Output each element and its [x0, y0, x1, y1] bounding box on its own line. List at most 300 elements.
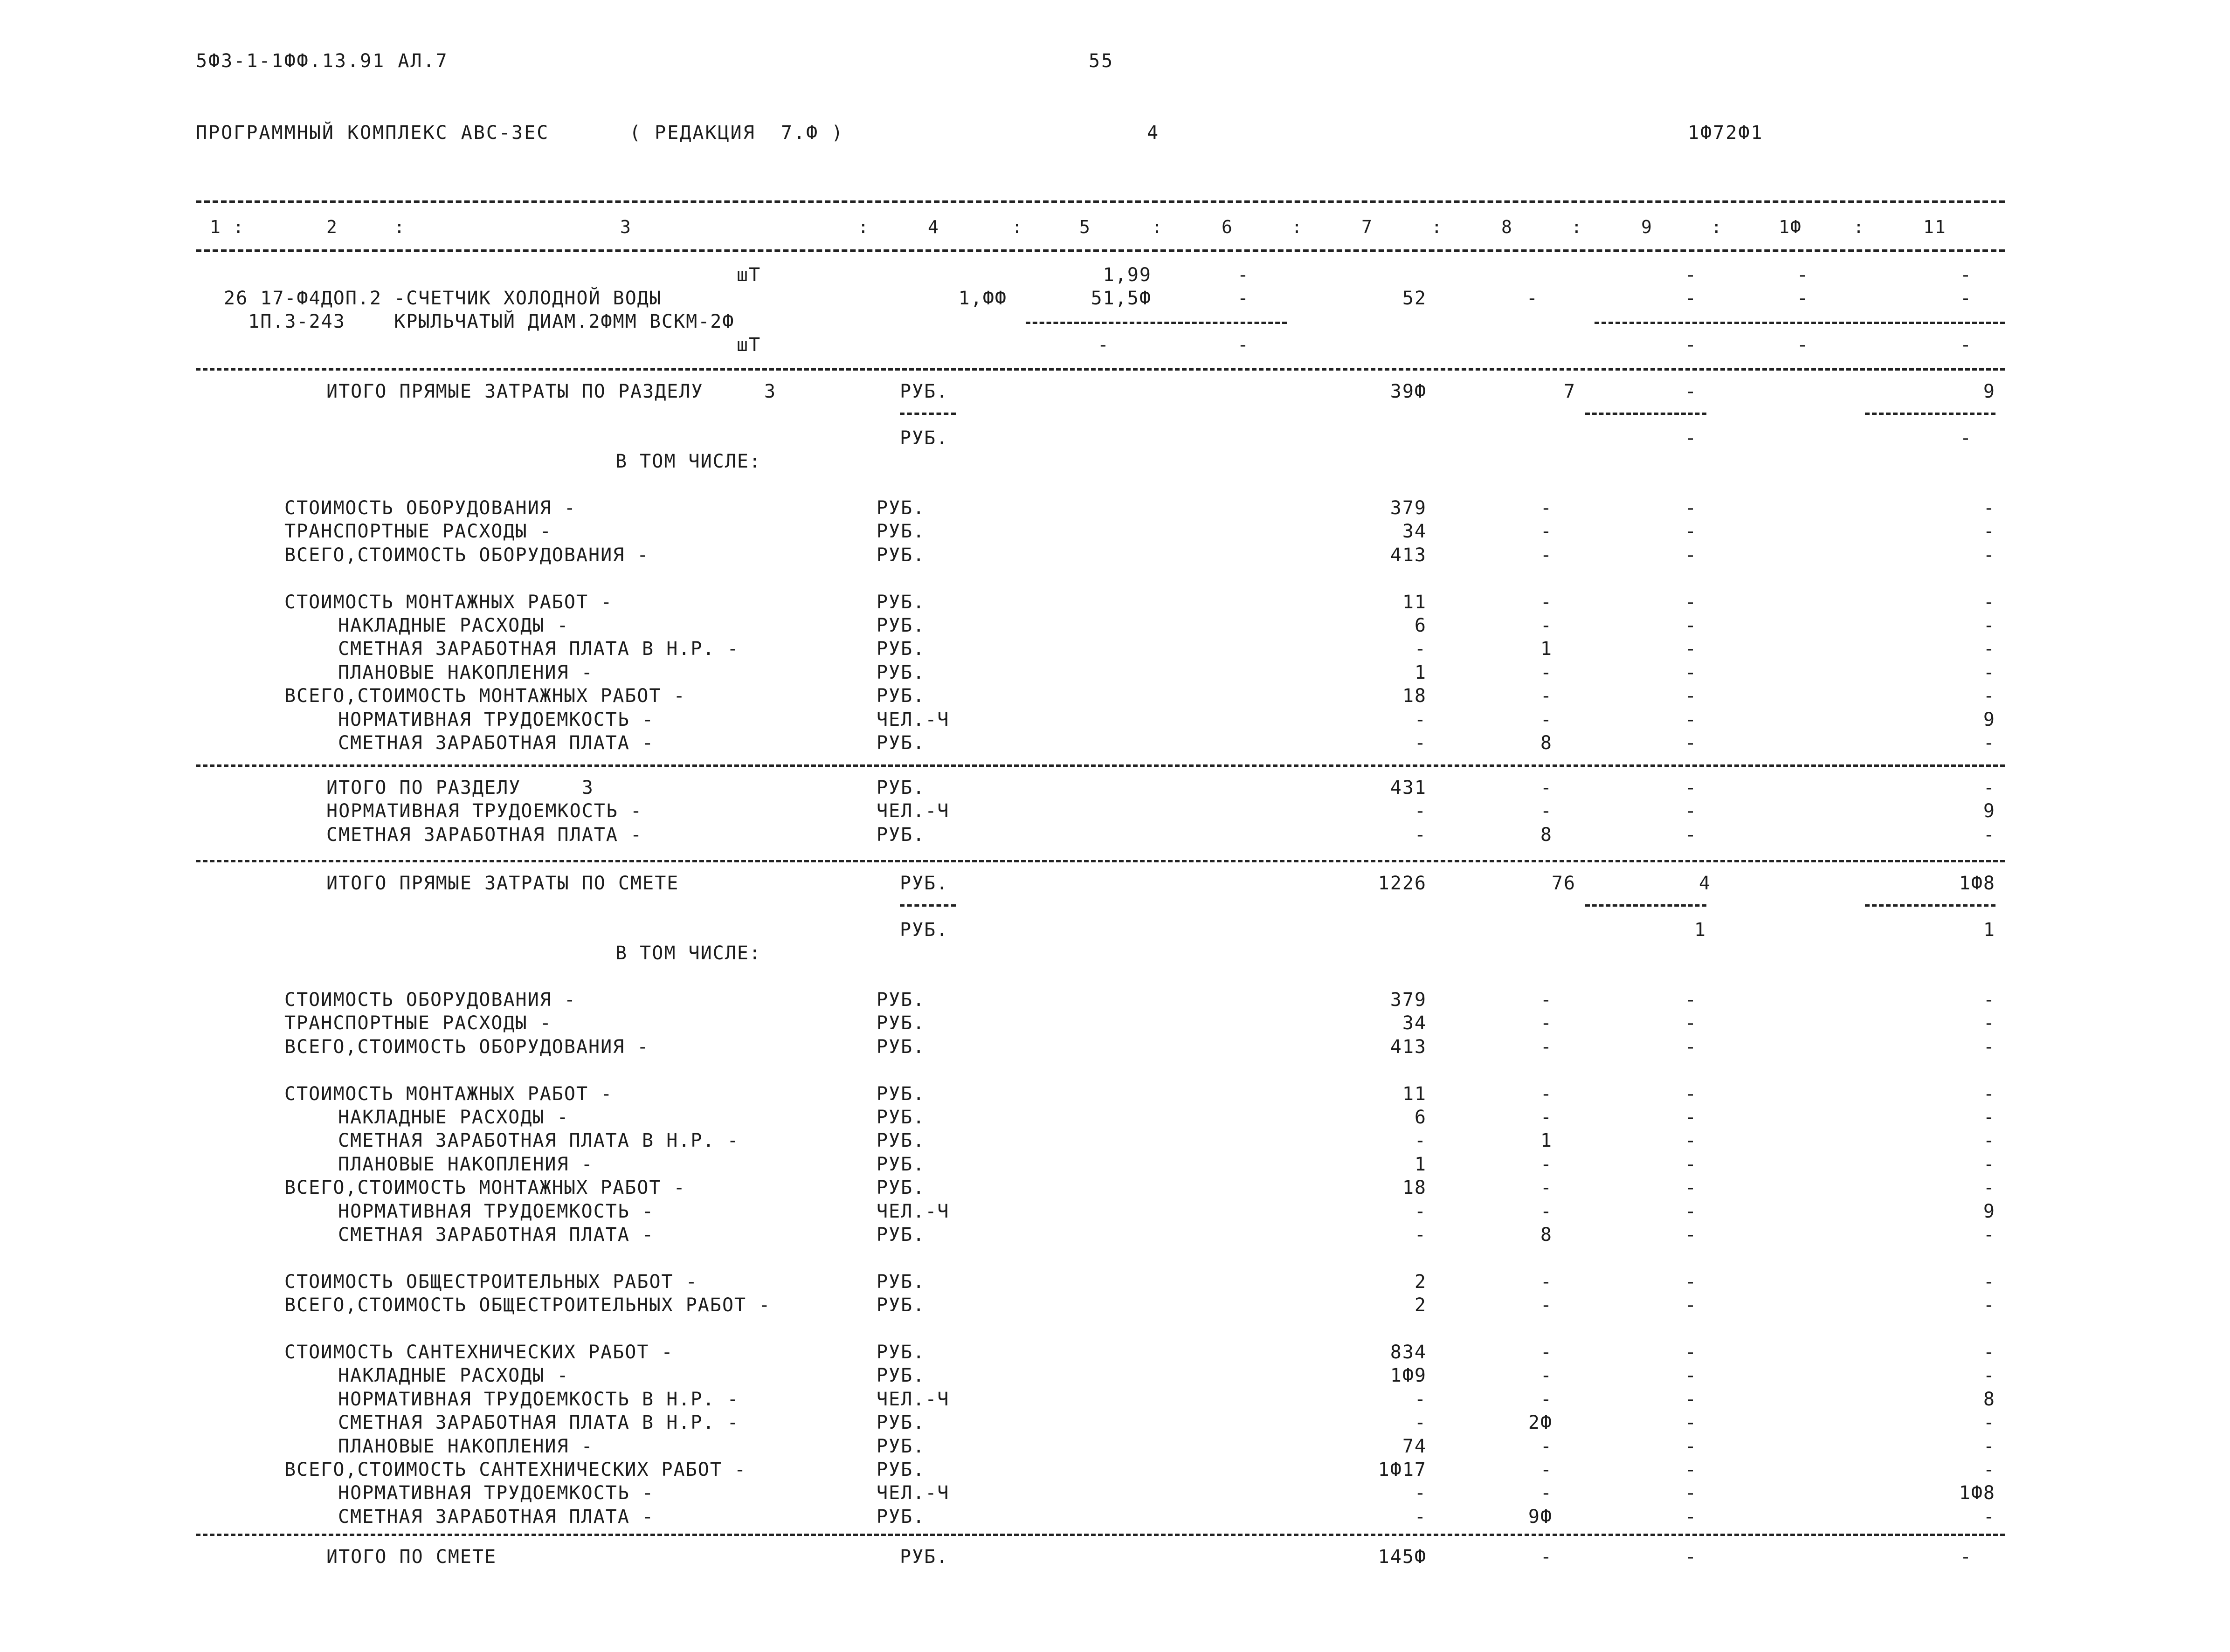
cell-col7: 145Ф — [1378, 1546, 1427, 1568]
cell-col7: 2 — [1414, 1294, 1427, 1316]
unit-cell: РУБ. — [877, 1177, 925, 1199]
cell-col11: - — [1960, 334, 1972, 356]
cell-col9: - — [1685, 1412, 1697, 1434]
table-row — [0, 942, 2230, 965]
cell-col11: - — [1983, 1177, 1995, 1199]
unit-cell: РУБ. — [877, 685, 925, 707]
col-sep: : — [1152, 217, 1163, 237]
cell-col11: - — [1983, 1083, 1995, 1105]
cell-col11: - — [1983, 1036, 1995, 1058]
cell-col7: 431 — [1390, 777, 1427, 798]
cell-col8: 8 — [1540, 824, 1553, 846]
unit-cell: шТ — [737, 264, 761, 286]
subrule — [1585, 413, 1706, 415]
cell-col8: 1 — [1540, 1130, 1553, 1152]
cell-col9: - — [1685, 1294, 1697, 1316]
cell-col8: - — [1526, 288, 1539, 309]
cell-col9: - — [1685, 1365, 1697, 1387]
cell-col11: - — [1983, 777, 1995, 798]
cell-col9: - — [1685, 334, 1697, 356]
col-8-label: 8 — [1501, 217, 1513, 237]
rule — [196, 1534, 2005, 1536]
table-row — [0, 1435, 2230, 1458]
row-label: ВСЕГО,СТОИМОСТЬ ОБОРУДОВАНИЯ - — [284, 544, 649, 566]
cell-col11: - — [1983, 989, 1995, 1011]
table-row — [0, 1223, 2230, 1246]
cell-col8: - — [1540, 989, 1553, 1011]
unit-cell: РУБ. — [877, 1459, 925, 1480]
cell-col9: - — [1685, 1546, 1697, 1568]
cell-col9: - — [1685, 824, 1697, 846]
cell-col8: 2Ф — [1528, 1412, 1553, 1434]
cell-col7: 52 — [1402, 288, 1427, 309]
unit-cell: РУБ. — [877, 777, 925, 798]
row-label: ИТОГО ПРЯМЫЕ ЗАТРАТЫ ПО СМЕТЕ — [326, 873, 679, 894]
cell-col8: - — [1540, 1200, 1553, 1222]
cell-col9: - — [1685, 1177, 1697, 1199]
cell-col7: - — [1414, 1412, 1427, 1434]
subrule — [1585, 904, 1706, 907]
program-name: ПРОГРАММНЫЙ КОМПЛЕКС АВС-3ЕС — [196, 122, 550, 144]
row-label: ВСЕГО,СТОИМОСТЬ МОНТАЖНЫХ РАБОТ - — [284, 685, 686, 707]
col-10-label: 1Ф — [1779, 217, 1802, 237]
including-caption: В ТОМ ЧИСЛЕ: — [615, 451, 761, 472]
cell-col7: 74 — [1402, 1435, 1427, 1457]
row-label: СТОИМОСТЬ ОБОРУДОВАНИЯ - — [284, 989, 576, 1011]
cell-col9: - — [1685, 661, 1697, 683]
table-row — [0, 799, 2230, 823]
unit-cell: РУБ. — [877, 638, 925, 660]
cell-col11: - — [1983, 1435, 1995, 1457]
cell-col7: 34 — [1402, 1012, 1427, 1034]
table-row — [0, 1176, 2230, 1199]
cell-col7: 11 — [1402, 591, 1427, 613]
unit-cell: РУБ. — [877, 1294, 925, 1316]
cell-col9: - — [1685, 615, 1697, 636]
row-label: ИТОГО ПО СМЕТЕ — [326, 1546, 497, 1568]
cell-col8: 8 — [1540, 732, 1553, 754]
cell-col11: - — [1960, 427, 1972, 449]
cell-col7: 1Ф17 — [1378, 1459, 1427, 1480]
sheet-number: 4 — [1147, 122, 1160, 144]
unit-cell: РУБ. — [877, 521, 925, 543]
including-caption: В ТОМ ЧИСЛЕ: — [615, 943, 761, 964]
cell-col11: - — [1983, 1107, 1995, 1128]
unit-cell: РУБ. — [877, 1130, 925, 1152]
cell-col9: - — [1685, 497, 1697, 519]
row-label: СТОИМОСТЬ ОБЩЕСТРОИТЕЛЬНЫХ РАБОТ - — [284, 1271, 698, 1293]
cell-col8: - — [1540, 685, 1553, 707]
cell-col8: - — [1540, 1177, 1553, 1199]
table-row — [0, 823, 2230, 847]
unit-cell: РУБ. — [877, 1036, 925, 1058]
cell-col10: - — [1796, 264, 1809, 286]
table-row — [0, 1481, 2230, 1505]
cell-col7: - — [1414, 1506, 1427, 1528]
row-label: СТОИМОСТЬ МОНТАЖНЫХ РАБОТ - — [284, 1083, 613, 1105]
cell-col7: 39Ф — [1390, 381, 1427, 402]
row-label: ВСЕГО,СТОИМОСТЬ МОНТАЖНЫХ РАБОТ - — [284, 1177, 686, 1199]
cell-col8: - — [1540, 1459, 1553, 1480]
unit-cell: РУБ. — [877, 1506, 925, 1528]
cell-col11: - — [1983, 1224, 1995, 1246]
row-label: ПЛАНОВЫЕ НАКОПЛЕНИЯ - — [338, 1435, 594, 1457]
cell-col9: - — [1685, 685, 1697, 707]
unit-cell: РУБ. — [900, 427, 949, 449]
row-label: ТРАНСПОРТНЫЕ РАСХОДЫ - — [284, 521, 552, 543]
cell-col11: - — [1960, 288, 1972, 309]
cell-col11: - — [1983, 638, 1995, 660]
unit-cell: шТ — [737, 334, 761, 356]
cell-col7: 1 — [1414, 1153, 1427, 1175]
cell-col6: - — [1237, 334, 1250, 356]
cell-col8: - — [1540, 1083, 1553, 1105]
cell-col7: 413 — [1390, 544, 1427, 566]
row-label: НАКЛАДНЫЕ РАСХОДЫ - — [338, 1365, 569, 1387]
cell-col6: - — [1237, 288, 1250, 309]
cell-col7: 6 — [1414, 1107, 1427, 1128]
cell-col9: - — [1685, 1224, 1697, 1246]
col-sep: : — [1291, 217, 1303, 237]
cell-col11: - — [1983, 661, 1995, 683]
cell-col11: - — [1983, 1153, 1995, 1175]
cell-col11: - — [1983, 1012, 1995, 1034]
unit-cell: РУБ. — [877, 732, 925, 754]
table-row — [0, 1388, 2230, 1411]
cell-col11: - — [1983, 732, 1995, 754]
unit-cell: РУБ. — [877, 615, 925, 636]
cell-col7: - — [1414, 1224, 1427, 1246]
cell-col8: - — [1540, 800, 1553, 822]
cell-col9: - — [1685, 1342, 1697, 1363]
cell-col9: - — [1685, 1271, 1697, 1293]
table-row — [0, 1035, 2230, 1059]
cell-col8: - — [1540, 1342, 1553, 1363]
row-label: НОРМАТИВНАЯ ТРУДОЕМКОСТЬ - — [338, 1482, 655, 1504]
cell-col10: - — [1796, 288, 1809, 309]
unit-cell: РУБ. — [877, 1271, 925, 1293]
cell-col5: 1,99 — [1103, 264, 1152, 286]
row-label: НОРМАТИВНАЯ ТРУДОЕМКОСТЬ В Н.Р. - — [338, 1388, 739, 1410]
row-label: НОРМАТИВНАЯ ТРУДОЕМКОСТЬ - — [326, 800, 643, 822]
item-description: 1П.3-243 КРЫЛЬЧАТЫЙ ДИАМ.2ФММ ВСКМ-2Ф — [224, 311, 735, 332]
subrule — [900, 413, 956, 415]
unit-cell: РУБ. — [877, 1083, 925, 1105]
row-label: СМЕТНАЯ ЗАРАБОТНАЯ ПЛАТА - — [338, 732, 655, 754]
cell-col7: - — [1414, 1482, 1427, 1504]
row-label: ТРАНСПОРТНЫЕ РАСХОДЫ - — [284, 1012, 552, 1034]
cell-col11: 1 — [1983, 919, 1995, 941]
table-row — [0, 918, 2230, 942]
cell-col7: - — [1414, 638, 1427, 660]
cell-col8: - — [1540, 1365, 1553, 1387]
cell-col7: - — [1414, 800, 1427, 822]
unit-cell: ЧЕЛ.-Ч — [877, 1482, 950, 1504]
col-1-label: 1 : — [210, 217, 245, 237]
cell-col11: - — [1983, 1130, 1995, 1152]
cell-col11: - — [1983, 544, 1995, 566]
table-row — [0, 567, 2230, 590]
table-row — [0, 708, 2230, 731]
cell-col11: - — [1960, 264, 1972, 286]
col-6-label: 6 — [1222, 217, 1233, 237]
cell-col8: 7 — [1563, 381, 1576, 402]
unit-cell: ЧЕЛ.-Ч — [877, 800, 950, 822]
cell-col11: - — [1983, 521, 1995, 543]
subrule — [1026, 322, 1287, 324]
unit-cell: ЧЕЛ.-Ч — [877, 709, 950, 730]
table-row — [0, 496, 2230, 520]
cell-col9: - — [1685, 989, 1697, 1011]
table-row — [0, 450, 2230, 473]
table-row — [0, 988, 2230, 1012]
table-row — [0, 1317, 2230, 1341]
row-label: СТОИМОСТЬ МОНТАЖНЫХ РАБОТ - — [284, 591, 613, 613]
cell-col9: - — [1685, 1153, 1697, 1175]
cell-col11: - — [1983, 615, 1995, 636]
col-3-label: 3 — [620, 217, 632, 237]
cell-col9: - — [1685, 1435, 1697, 1457]
cell-col4: 1,ФФ — [958, 288, 1007, 309]
cell-col7: 34 — [1402, 521, 1427, 543]
grand-total-row — [0, 1545, 2230, 1569]
col-sep: : — [1853, 217, 1865, 237]
unit-cell: РУБ. — [900, 873, 949, 894]
cell-col9: - — [1685, 777, 1697, 798]
cell-col9: - — [1685, 732, 1697, 754]
cell-col7: 1Ф9 — [1390, 1365, 1427, 1387]
table-row — [0, 1129, 2230, 1152]
cell-col9: - — [1685, 1083, 1697, 1105]
cell-col8: 76 — [1551, 873, 1576, 894]
cell-col9: - — [1685, 1107, 1697, 1128]
cell-col9: - — [1685, 1200, 1697, 1222]
rule — [196, 764, 2005, 767]
table-row — [0, 1106, 2230, 1129]
cell-col8: - — [1540, 1388, 1553, 1410]
cell-col9: - — [1685, 709, 1697, 730]
unit-cell: РУБ. — [877, 824, 925, 846]
cell-col5: 51,5Ф — [1091, 288, 1152, 309]
cell-col9: - — [1685, 521, 1697, 543]
table-row — [0, 427, 2230, 450]
cell-col8: - — [1540, 661, 1553, 683]
col-sep: : — [1431, 217, 1443, 237]
col-sep: : — [1012, 217, 1023, 237]
table-row — [0, 1012, 2230, 1035]
table-row — [0, 1341, 2230, 1364]
cell-col11: - — [1983, 497, 1995, 519]
row-label: НОРМАТИВНАЯ ТРУДОЕМКОСТЬ - — [338, 1200, 655, 1222]
row-label: ВСЕГО,СТОИМОСТЬ ОБЩЕСТРОИТЕЛЬНЫХ РАБОТ - — [284, 1294, 771, 1316]
cell-col8: - — [1540, 1294, 1553, 1316]
unit-cell: РУБ. — [877, 989, 925, 1011]
unit-cell: РУБ. — [877, 497, 925, 519]
cell-col7: - — [1414, 1200, 1427, 1222]
cell-col11: - — [1983, 1506, 1995, 1528]
row-label: ИТОГО ПРЯМЫЕ ЗАТРАТЫ ПО РАЗДЕЛУ 3 — [326, 381, 777, 402]
row-label: СМЕТНАЯ ЗАРАБОТНАЯ ПЛАТА В Н.Р. - — [338, 638, 739, 660]
table-row — [0, 776, 2230, 799]
cell-col11: - — [1983, 824, 1995, 846]
row-label: СТОИМОСТЬ ОБОРУДОВАНИЯ - — [284, 497, 576, 519]
cell-col11: - — [1983, 1271, 1995, 1293]
unit-cell: РУБ. — [877, 1224, 925, 1246]
row-label: СМЕТНАЯ ЗАРАБОТНАЯ ПЛАТА - — [338, 1224, 655, 1246]
doc-code-right: 1Ф72Ф1 — [1688, 122, 1764, 144]
col-sep: : — [1571, 217, 1583, 237]
cell-col11: - — [1983, 1459, 1995, 1480]
cell-col9: - — [1685, 1036, 1697, 1058]
cell-col8: - — [1540, 1482, 1553, 1504]
cell-col7: 18 — [1402, 1177, 1427, 1199]
cell-col9: - — [1685, 1388, 1697, 1410]
table-row — [0, 731, 2230, 755]
cell-col8: - — [1540, 1012, 1553, 1034]
cell-col9: 4 — [1698, 873, 1711, 894]
table-row — [0, 1082, 2230, 1106]
subrule — [1865, 904, 1995, 907]
cell-col8: - — [1540, 777, 1553, 798]
cell-col11: - — [1983, 1342, 1995, 1363]
column-number-row — [0, 215, 2230, 239]
cell-col11: - — [1983, 685, 1995, 707]
cell-col7: 379 — [1390, 497, 1427, 519]
subrule — [900, 904, 956, 907]
cell-col11: 9 — [1983, 800, 1995, 822]
col-sep: : — [394, 217, 406, 237]
cell-col9: - — [1685, 1506, 1697, 1528]
cell-col7: - — [1414, 732, 1427, 754]
unit-cell: РУБ. — [900, 1546, 949, 1568]
cell-col9: - — [1685, 381, 1697, 402]
cell-col8: - — [1540, 521, 1553, 543]
cell-col7: - — [1414, 709, 1427, 730]
table-row — [0, 1458, 2230, 1481]
unit-cell: РУБ. — [900, 381, 949, 402]
unit-cell: РУБ. — [877, 1342, 925, 1363]
cell-col11: - — [1983, 1294, 1995, 1316]
row-label: НАКЛАДНЫЕ РАСХОДЫ - — [338, 1107, 569, 1128]
cell-col8: - — [1540, 1271, 1553, 1293]
cell-col9: - — [1685, 288, 1697, 309]
table-row — [0, 380, 2230, 403]
table-row — [0, 520, 2230, 543]
cell-col8: 9Ф — [1528, 1506, 1553, 1528]
cell-col11: 9 — [1983, 1200, 1995, 1222]
cell-col6: - — [1237, 264, 1250, 286]
cell-col7: 379 — [1390, 989, 1427, 1011]
cell-col9: - — [1685, 591, 1697, 613]
cell-col7: 11 — [1402, 1083, 1427, 1105]
col-2-label: 2 — [326, 217, 338, 237]
cell-col7: 413 — [1390, 1036, 1427, 1058]
col-11-label: 11 — [1923, 217, 1947, 237]
subrule — [1865, 413, 1995, 415]
cell-col9: - — [1685, 427, 1697, 449]
table-row — [0, 661, 2230, 684]
table-row — [0, 1153, 2230, 1176]
cell-col8: - — [1540, 1107, 1553, 1128]
cell-col9: - — [1685, 1482, 1697, 1504]
cell-col5: - — [1097, 334, 1110, 356]
cell-col11: - — [1983, 1412, 1995, 1434]
cell-col9: - — [1685, 1459, 1697, 1480]
table-row — [0, 333, 2230, 357]
row-label: СМЕТНАЯ ЗАРАБОТНАЯ ПЛАТА В Н.Р. - — [338, 1412, 739, 1434]
unit-cell: ЧЕЛ.-Ч — [877, 1200, 950, 1222]
cell-col9: 1 — [1694, 919, 1706, 941]
table-row — [0, 637, 2230, 661]
cell-col7: - — [1414, 1388, 1427, 1410]
unit-cell: ЧЕЛ.-Ч — [877, 1388, 950, 1410]
unit-cell: РУБ. — [877, 1153, 925, 1175]
unit-cell: РУБ. — [877, 1412, 925, 1434]
unit-cell: РУБ. — [900, 919, 949, 941]
cell-col8: - — [1540, 1546, 1553, 1568]
col-9-label: 9 — [1641, 217, 1653, 237]
table-row — [0, 1059, 2230, 1082]
doc-code: 5Ф3-1-1ФФ.13.91 АЛ.7 — [196, 50, 449, 72]
rule-top — [196, 200, 2005, 203]
cell-col7: 18 — [1402, 685, 1427, 707]
item-description: 26 17-Ф4ДОП.2 -СЧЕТЧИК ХОЛОДНОЙ ВОДЫ — [224, 288, 662, 309]
table-row — [0, 1505, 2230, 1528]
col-sep: : — [858, 217, 870, 237]
rule-header-bottom — [196, 249, 2005, 252]
col-sep: : — [1711, 217, 1723, 237]
unit-cell: РУБ. — [877, 544, 925, 566]
unit-cell: РУБ. — [877, 1107, 925, 1128]
rule — [196, 368, 2005, 371]
table-row — [0, 1270, 2230, 1294]
cell-col8: 8 — [1540, 1224, 1553, 1246]
cell-col9: - — [1685, 264, 1697, 286]
rule — [196, 860, 2005, 862]
cell-col9: - — [1685, 638, 1697, 660]
cell-col8: 1 — [1540, 638, 1553, 660]
unit-cell: РУБ. — [877, 591, 925, 613]
cell-col7: 1226 — [1378, 873, 1427, 894]
row-label: ПЛАНОВЫЕ НАКОПЛЕНИЯ - — [338, 661, 594, 683]
cell-col7: 1 — [1414, 661, 1427, 683]
cell-col8: - — [1540, 591, 1553, 613]
cell-col9: - — [1685, 800, 1697, 822]
cell-col7: 6 — [1414, 615, 1427, 636]
table-row — [0, 1200, 2230, 1223]
cell-col8: - — [1540, 615, 1553, 636]
cell-col7: 834 — [1390, 1342, 1427, 1363]
row-label: СТОИМОСТЬ САНТЕХНИЧЕСКИХ РАБОТ - — [284, 1342, 674, 1363]
cell-col8: - — [1540, 1036, 1553, 1058]
cell-col11: 9 — [1983, 709, 1995, 730]
row-label: ВСЕГО,СТОИМОСТЬ ОБОРУДОВАНИЯ - — [284, 1036, 649, 1058]
cell-col7: 2 — [1414, 1271, 1427, 1293]
col-4-label: 4 — [928, 217, 939, 237]
cell-col8: - — [1540, 544, 1553, 566]
cell-col11: 1Ф8 — [1959, 1482, 1995, 1504]
cell-col11: 8 — [1983, 1388, 1995, 1410]
row-label: СМЕТНАЯ ЗАРАБОТНАЯ ПЛАТА - — [326, 824, 643, 846]
subrule — [1595, 322, 2005, 324]
unit-cell: РУБ. — [877, 1012, 925, 1034]
page-number: 55 — [1089, 50, 1114, 72]
table-row — [0, 544, 2230, 567]
table-row — [0, 1411, 2230, 1434]
cell-col9: - — [1685, 1130, 1697, 1152]
cell-col11: 1Ф8 — [1959, 873, 1995, 894]
edition: ( РЕДАКЦИЯ 7.Ф ) — [629, 122, 844, 144]
